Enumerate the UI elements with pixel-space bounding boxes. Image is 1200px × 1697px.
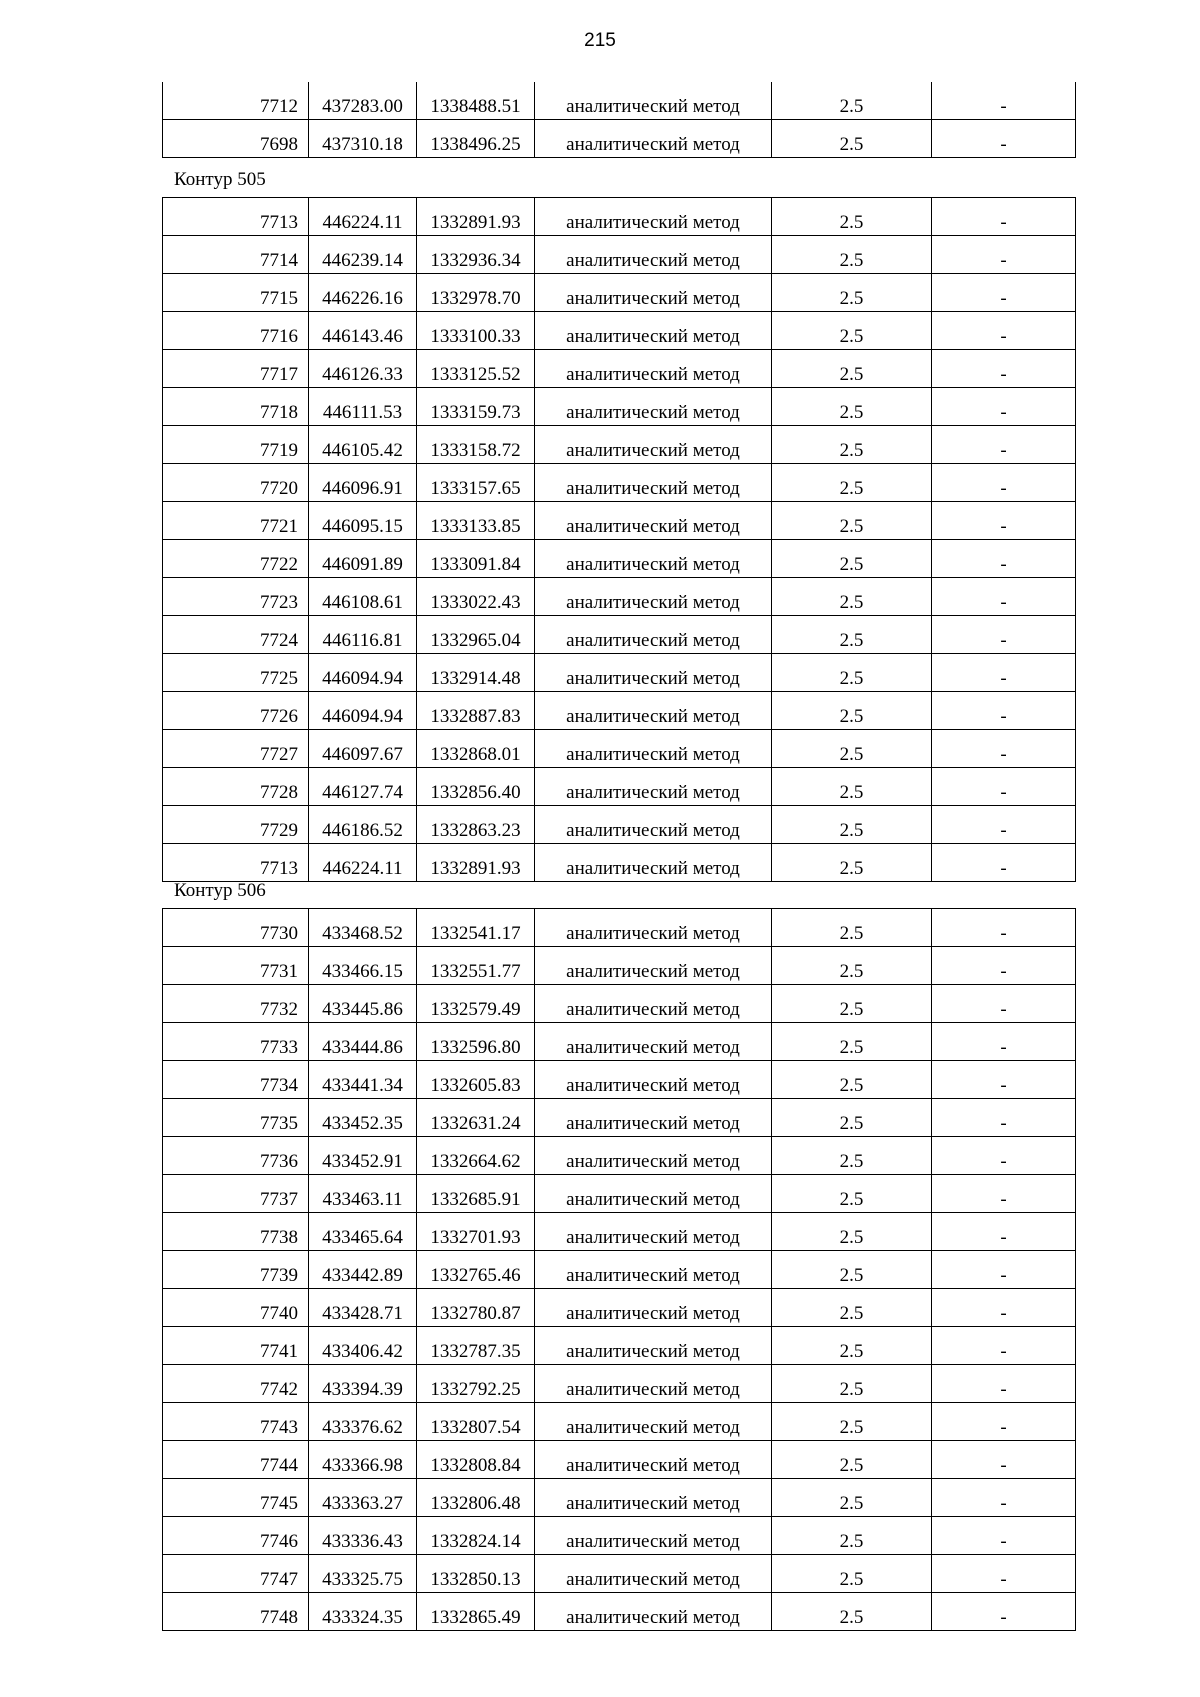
note-cell: - xyxy=(932,1441,1076,1479)
point-number-cell: 7742 xyxy=(163,1365,309,1403)
coordinates-table xyxy=(162,908,1076,1631)
point-number-cell: 7736 xyxy=(163,1137,309,1175)
x-coordinate-cell: 446126.33 xyxy=(309,350,417,388)
table-row xyxy=(163,388,1076,426)
accuracy-cell: 2.5 xyxy=(772,1099,932,1137)
point-number-cell: 7713 xyxy=(163,844,309,882)
note-cell: - xyxy=(932,1289,1076,1327)
point-number-cell: 7728 xyxy=(163,768,309,806)
y-coordinate-cell: 1332887.83 xyxy=(417,692,535,730)
note-cell: - xyxy=(932,1479,1076,1517)
point-number-cell: 7712 xyxy=(163,82,309,120)
note-cell: - xyxy=(932,1137,1076,1175)
note-cell: - xyxy=(932,1175,1076,1213)
y-coordinate-cell: 1333100.33 xyxy=(417,312,535,350)
method-cell: аналитический метод xyxy=(535,236,772,274)
accuracy-cell: 2.5 xyxy=(772,82,932,120)
accuracy-cell: 2.5 xyxy=(772,1175,932,1213)
table-row xyxy=(163,1137,1076,1175)
point-number-cell: 7743 xyxy=(163,1403,309,1441)
y-coordinate-cell: 1333158.72 xyxy=(417,426,535,464)
accuracy-cell: 2.5 xyxy=(772,1327,932,1365)
method-cell: аналитический метод xyxy=(535,1327,772,1365)
accuracy-cell: 2.5 xyxy=(772,654,932,692)
method-cell: аналитический метод xyxy=(535,1023,772,1061)
table-row xyxy=(163,274,1076,312)
x-coordinate-cell: 446094.94 xyxy=(309,654,417,692)
point-number-cell: 7718 xyxy=(163,388,309,426)
method-cell: аналитический метод xyxy=(535,1175,772,1213)
point-number-cell: 7744 xyxy=(163,1441,309,1479)
point-number-cell: 7748 xyxy=(163,1593,309,1631)
accuracy-cell: 2.5 xyxy=(772,1555,932,1593)
x-coordinate-cell: 433441.34 xyxy=(309,1061,417,1099)
x-coordinate-cell: 446096.91 xyxy=(309,464,417,502)
accuracy-cell: 2.5 xyxy=(772,502,932,540)
method-cell: аналитический метод xyxy=(535,312,772,350)
note-cell: - xyxy=(932,1593,1076,1631)
coordinates-table xyxy=(162,82,1076,158)
note-cell: - xyxy=(932,274,1076,312)
y-coordinate-cell: 1332541.17 xyxy=(417,909,535,947)
y-coordinate-cell: 1332850.13 xyxy=(417,1555,535,1593)
x-coordinate-cell: 437283.00 xyxy=(309,82,417,120)
x-coordinate-cell: 446095.15 xyxy=(309,502,417,540)
table-row xyxy=(163,768,1076,806)
method-cell: аналитический метод xyxy=(535,1479,772,1517)
table-row xyxy=(163,1213,1076,1251)
accuracy-cell: 2.5 xyxy=(772,540,932,578)
contour-506-section xyxy=(162,874,1075,1631)
table-row xyxy=(163,578,1076,616)
table-row xyxy=(163,616,1076,654)
method-cell: аналитический метод xyxy=(535,985,772,1023)
method-cell: аналитический метод xyxy=(535,806,772,844)
x-coordinate-cell: 433324.35 xyxy=(309,1593,417,1631)
x-coordinate-cell: 433445.86 xyxy=(309,985,417,1023)
y-coordinate-cell: 1332579.49 xyxy=(417,985,535,1023)
table-row xyxy=(163,1251,1076,1289)
y-coordinate-cell: 1338488.51 xyxy=(417,82,535,120)
accuracy-cell: 2.5 xyxy=(772,312,932,350)
method-cell: аналитический метод xyxy=(535,1061,772,1099)
accuracy-cell: 2.5 xyxy=(772,274,932,312)
point-number-cell: 7739 xyxy=(163,1251,309,1289)
x-coordinate-cell: 446116.81 xyxy=(309,616,417,654)
coordinates-table xyxy=(162,197,1076,882)
y-coordinate-cell: 1332780.87 xyxy=(417,1289,535,1327)
accuracy-cell: 2.5 xyxy=(772,350,932,388)
x-coordinate-cell: 433363.27 xyxy=(309,1479,417,1517)
method-cell: аналитический метод xyxy=(535,909,772,947)
accuracy-cell: 2.5 xyxy=(772,985,932,1023)
accuracy-cell: 2.5 xyxy=(772,1593,932,1631)
x-coordinate-cell: 437310.18 xyxy=(309,120,417,158)
table-row xyxy=(163,1555,1076,1593)
y-coordinate-cell: 1332914.48 xyxy=(417,654,535,692)
y-coordinate-cell: 1332863.23 xyxy=(417,806,535,844)
accuracy-cell: 2.5 xyxy=(772,1213,932,1251)
table-row xyxy=(163,120,1076,158)
method-cell: аналитический метод xyxy=(535,350,772,388)
note-cell: - xyxy=(932,1099,1076,1137)
y-coordinate-cell: 1332551.77 xyxy=(417,947,535,985)
accuracy-cell: 2.5 xyxy=(772,1251,932,1289)
method-cell: аналитический метод xyxy=(535,654,772,692)
y-coordinate-cell: 1332664.62 xyxy=(417,1137,535,1175)
accuracy-cell: 2.5 xyxy=(772,844,932,882)
y-coordinate-cell: 1332701.93 xyxy=(417,1213,535,1251)
table-row xyxy=(163,502,1076,540)
point-number-cell: 7713 xyxy=(163,198,309,236)
note-cell: - xyxy=(932,654,1076,692)
x-coordinate-cell: 446094.94 xyxy=(309,692,417,730)
method-cell: аналитический метод xyxy=(535,1517,772,1555)
point-number-cell: 7745 xyxy=(163,1479,309,1517)
point-number-cell: 7730 xyxy=(163,909,309,947)
y-coordinate-cell: 1333125.52 xyxy=(417,350,535,388)
accuracy-cell: 2.5 xyxy=(772,198,932,236)
x-coordinate-cell: 446186.52 xyxy=(309,806,417,844)
x-coordinate-cell: 433336.43 xyxy=(309,1517,417,1555)
method-cell: аналитический метод xyxy=(535,388,772,426)
table-row xyxy=(163,1061,1076,1099)
table-row xyxy=(163,947,1076,985)
x-coordinate-cell: 446143.46 xyxy=(309,312,417,350)
accuracy-cell: 2.5 xyxy=(772,909,932,947)
method-cell: аналитический метод xyxy=(535,730,772,768)
point-number-cell: 7734 xyxy=(163,1061,309,1099)
x-coordinate-cell: 433452.35 xyxy=(309,1099,417,1137)
note-cell: - xyxy=(932,909,1076,947)
point-number-cell: 7740 xyxy=(163,1289,309,1327)
table-row xyxy=(163,236,1076,274)
table-row xyxy=(163,1441,1076,1479)
method-cell: аналитический метод xyxy=(535,1099,772,1137)
note-cell: - xyxy=(932,947,1076,985)
x-coordinate-cell: 446105.42 xyxy=(309,426,417,464)
table-row xyxy=(163,1517,1076,1555)
accuracy-cell: 2.5 xyxy=(772,1441,932,1479)
y-coordinate-cell: 1333022.43 xyxy=(417,578,535,616)
point-number-cell: 7733 xyxy=(163,1023,309,1061)
table-row xyxy=(163,1593,1076,1631)
table-row xyxy=(163,1099,1076,1137)
method-cell: аналитический метод xyxy=(535,1365,772,1403)
y-coordinate-cell: 1333091.84 xyxy=(417,540,535,578)
accuracy-cell: 2.5 xyxy=(772,464,932,502)
method-cell: аналитический метод xyxy=(535,692,772,730)
accuracy-cell: 2.5 xyxy=(772,806,932,844)
table-row xyxy=(163,1023,1076,1061)
table-row xyxy=(163,654,1076,692)
x-coordinate-cell: 433394.39 xyxy=(309,1365,417,1403)
note-cell: - xyxy=(932,1023,1076,1061)
y-coordinate-cell: 1332807.54 xyxy=(417,1403,535,1441)
table-row xyxy=(163,350,1076,388)
method-cell: аналитический метод xyxy=(535,274,772,312)
accuracy-cell: 2.5 xyxy=(772,692,932,730)
point-number-cell: 7738 xyxy=(163,1213,309,1251)
accuracy-cell: 2.5 xyxy=(772,1137,932,1175)
point-number-cell: 7747 xyxy=(163,1555,309,1593)
accuracy-cell: 2.5 xyxy=(772,1517,932,1555)
note-cell: - xyxy=(932,312,1076,350)
note-cell: - xyxy=(932,1365,1076,1403)
x-coordinate-cell: 446111.53 xyxy=(309,388,417,426)
accuracy-cell: 2.5 xyxy=(772,1365,932,1403)
method-cell: аналитический метод xyxy=(535,1441,772,1479)
accuracy-cell: 2.5 xyxy=(772,947,932,985)
point-number-cell: 7721 xyxy=(163,502,309,540)
x-coordinate-cell: 446226.16 xyxy=(309,274,417,312)
x-coordinate-cell: 433406.42 xyxy=(309,1327,417,1365)
contour-heading: Контур 505 xyxy=(174,169,266,190)
method-cell: аналитический метод xyxy=(535,1251,772,1289)
y-coordinate-cell: 1332965.04 xyxy=(417,616,535,654)
method-cell: аналитический метод xyxy=(535,616,772,654)
method-cell: аналитический метод xyxy=(535,198,772,236)
note-cell: - xyxy=(932,844,1076,882)
y-coordinate-cell: 1333157.65 xyxy=(417,464,535,502)
accuracy-cell: 2.5 xyxy=(772,578,932,616)
note-cell: - xyxy=(932,82,1076,120)
x-coordinate-cell: 433452.91 xyxy=(309,1137,417,1175)
table-row xyxy=(163,464,1076,502)
method-cell: аналитический метод xyxy=(535,120,772,158)
method-cell: аналитический метод xyxy=(535,502,772,540)
x-coordinate-cell: 446224.11 xyxy=(309,198,417,236)
method-cell: аналитический метод xyxy=(535,768,772,806)
y-coordinate-cell: 1332856.40 xyxy=(417,768,535,806)
table-row xyxy=(163,426,1076,464)
method-cell: аналитический метод xyxy=(535,1555,772,1593)
x-coordinate-cell: 433466.15 xyxy=(309,947,417,985)
point-number-cell: 7725 xyxy=(163,654,309,692)
x-coordinate-cell: 446239.14 xyxy=(309,236,417,274)
accuracy-cell: 2.5 xyxy=(772,426,932,464)
x-coordinate-cell: 433444.86 xyxy=(309,1023,417,1061)
y-coordinate-cell: 1332978.70 xyxy=(417,274,535,312)
point-number-cell: 7741 xyxy=(163,1327,309,1365)
accuracy-cell: 2.5 xyxy=(772,730,932,768)
x-coordinate-cell: 433325.75 xyxy=(309,1555,417,1593)
contour-505-section xyxy=(162,163,1075,882)
table-row xyxy=(163,1289,1076,1327)
table-row xyxy=(163,1327,1076,1365)
note-cell: - xyxy=(932,198,1076,236)
x-coordinate-cell: 446127.74 xyxy=(309,768,417,806)
y-coordinate-cell: 1332631.24 xyxy=(417,1099,535,1137)
method-cell: аналитический метод xyxy=(535,1137,772,1175)
table-row xyxy=(163,909,1076,947)
x-coordinate-cell: 433428.71 xyxy=(309,1289,417,1327)
point-number-cell: 7729 xyxy=(163,806,309,844)
y-coordinate-cell: 1332806.48 xyxy=(417,1479,535,1517)
note-cell: - xyxy=(932,540,1076,578)
x-coordinate-cell: 433468.52 xyxy=(309,909,417,947)
accuracy-cell: 2.5 xyxy=(772,1023,932,1061)
y-coordinate-cell: 1332765.46 xyxy=(417,1251,535,1289)
y-coordinate-cell: 1332936.34 xyxy=(417,236,535,274)
note-cell: - xyxy=(932,578,1076,616)
method-cell: аналитический метод xyxy=(535,1289,772,1327)
point-number-cell: 7735 xyxy=(163,1099,309,1137)
point-number-cell: 7719 xyxy=(163,426,309,464)
x-coordinate-cell: 446224.11 xyxy=(309,844,417,882)
note-cell: - xyxy=(932,120,1076,158)
note-cell: - xyxy=(932,768,1076,806)
method-cell: аналитический метод xyxy=(535,464,772,502)
point-number-cell: 7724 xyxy=(163,616,309,654)
x-coordinate-cell: 446097.67 xyxy=(309,730,417,768)
note-cell: - xyxy=(932,426,1076,464)
point-number-cell: 7717 xyxy=(163,350,309,388)
y-coordinate-cell: 1332868.01 xyxy=(417,730,535,768)
y-coordinate-cell: 1332808.84 xyxy=(417,1441,535,1479)
note-cell: - xyxy=(932,1517,1076,1555)
y-coordinate-cell: 1332685.91 xyxy=(417,1175,535,1213)
x-coordinate-cell: 433465.64 xyxy=(309,1213,417,1251)
x-coordinate-cell: 433463.11 xyxy=(309,1175,417,1213)
table-row xyxy=(163,540,1076,578)
table-row xyxy=(163,1479,1076,1517)
y-coordinate-cell: 1332891.93 xyxy=(417,198,535,236)
note-cell: - xyxy=(932,1251,1076,1289)
y-coordinate-cell: 1332792.25 xyxy=(417,1365,535,1403)
note-cell: - xyxy=(932,806,1076,844)
note-cell: - xyxy=(932,350,1076,388)
y-coordinate-cell: 1338496.25 xyxy=(417,120,535,158)
point-number-cell: 7720 xyxy=(163,464,309,502)
y-coordinate-cell: 1332865.49 xyxy=(417,1593,535,1631)
table-row xyxy=(163,1403,1076,1441)
x-coordinate-cell: 446091.89 xyxy=(309,540,417,578)
method-cell: аналитический метод xyxy=(535,1593,772,1631)
method-cell: аналитический метод xyxy=(535,426,772,464)
accuracy-cell: 2.5 xyxy=(772,236,932,274)
y-coordinate-cell: 1333133.85 xyxy=(417,502,535,540)
x-coordinate-cell: 446108.61 xyxy=(309,578,417,616)
note-cell: - xyxy=(932,464,1076,502)
point-number-cell: 7715 xyxy=(163,274,309,312)
point-number-cell: 7731 xyxy=(163,947,309,985)
table-row xyxy=(163,312,1076,350)
note-cell: - xyxy=(932,985,1076,1023)
x-coordinate-cell: 433376.62 xyxy=(309,1403,417,1441)
y-coordinate-cell: 1332787.35 xyxy=(417,1327,535,1365)
y-coordinate-cell: 1332596.80 xyxy=(417,1023,535,1061)
page-number: 215 xyxy=(584,30,616,51)
method-cell: аналитический метод xyxy=(535,1213,772,1251)
note-cell: - xyxy=(932,236,1076,274)
note-cell: - xyxy=(932,388,1076,426)
point-number-cell: 7716 xyxy=(163,312,309,350)
accuracy-cell: 2.5 xyxy=(772,1061,932,1099)
note-cell: - xyxy=(932,502,1076,540)
table-row xyxy=(163,985,1076,1023)
point-number-cell: 7732 xyxy=(163,985,309,1023)
method-cell: аналитический метод xyxy=(535,82,772,120)
point-number-cell: 7726 xyxy=(163,692,309,730)
table-row xyxy=(163,82,1076,120)
y-coordinate-cell: 1333159.73 xyxy=(417,388,535,426)
note-cell: - xyxy=(932,692,1076,730)
y-coordinate-cell: 1332824.14 xyxy=(417,1517,535,1555)
note-cell: - xyxy=(932,1403,1076,1441)
method-cell: аналитический метод xyxy=(535,578,772,616)
point-number-cell: 7727 xyxy=(163,730,309,768)
method-cell: аналитический метод xyxy=(535,844,772,882)
method-cell: аналитический метод xyxy=(535,540,772,578)
accuracy-cell: 2.5 xyxy=(772,120,932,158)
method-cell: аналитический метод xyxy=(535,1403,772,1441)
accuracy-cell: 2.5 xyxy=(772,1479,932,1517)
y-coordinate-cell: 1332891.93 xyxy=(417,844,535,882)
accuracy-cell: 2.5 xyxy=(772,388,932,426)
accuracy-cell: 2.5 xyxy=(772,616,932,654)
note-cell: - xyxy=(932,1555,1076,1593)
table-row xyxy=(163,692,1076,730)
accuracy-cell: 2.5 xyxy=(772,1289,932,1327)
accuracy-cell: 2.5 xyxy=(772,1403,932,1441)
table-row xyxy=(163,806,1076,844)
note-cell: - xyxy=(932,1327,1076,1365)
point-number-cell: 7714 xyxy=(163,236,309,274)
point-number-cell: 7722 xyxy=(163,540,309,578)
note-cell: - xyxy=(932,616,1076,654)
table-row xyxy=(163,1365,1076,1403)
table-row xyxy=(163,730,1076,768)
x-coordinate-cell: 433442.89 xyxy=(309,1251,417,1289)
y-coordinate-cell: 1332605.83 xyxy=(417,1061,535,1099)
point-number-cell: 7723 xyxy=(163,578,309,616)
note-cell: - xyxy=(932,1061,1076,1099)
point-number-cell: 7698 xyxy=(163,120,309,158)
table-row xyxy=(163,1175,1076,1213)
method-cell: аналитический метод xyxy=(535,947,772,985)
table-row xyxy=(163,198,1076,236)
point-number-cell: 7746 xyxy=(163,1517,309,1555)
note-cell: - xyxy=(932,730,1076,768)
contour-heading: Контур 506 xyxy=(174,880,266,901)
continuation-section xyxy=(162,82,1075,158)
point-number-cell: 7737 xyxy=(163,1175,309,1213)
accuracy-cell: 2.5 xyxy=(772,768,932,806)
note-cell: - xyxy=(932,1213,1076,1251)
x-coordinate-cell: 433366.98 xyxy=(309,1441,417,1479)
